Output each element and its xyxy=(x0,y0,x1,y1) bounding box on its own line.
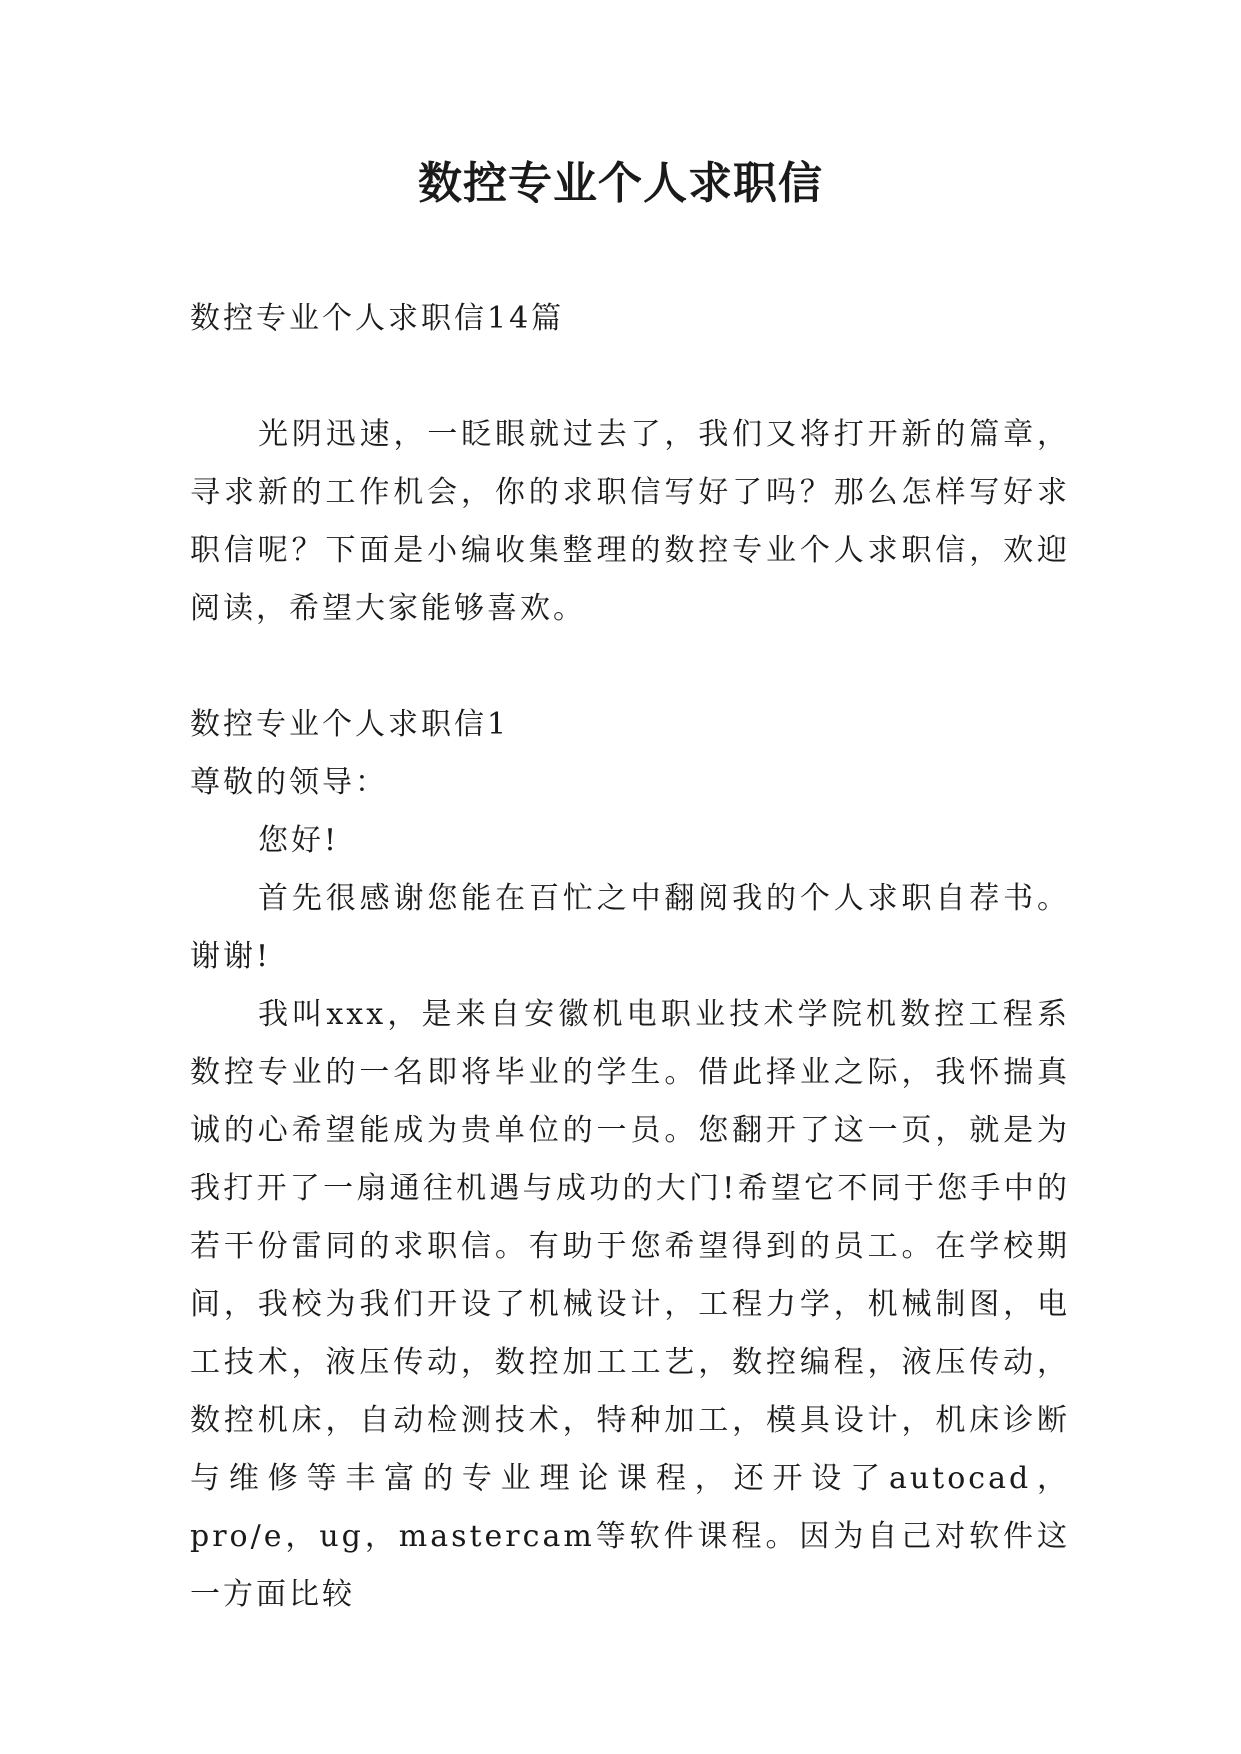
body-paragraph-2: 我叫xxx，是来自安徽机电职业技术学院机数控工程系数控专业的一名即将毕业的学生。借此择业之际，我怀揣真诚的心希望能成为贵单位的一员。您翻开了这一页，就是为我打开了一扇通往机遇与成功的大门!希望它不同于您手中的若干份雷同的求职信。有助于您希望得到的员工。在学校期间，我校为我们开设了机械设计，工程力学，机械制图，电工技术，液压传动，数控加工工艺，数控编程，液压传动，数控机床，自动检测技术，特种加工，模具设计，机床诊断与维修等丰富的专业理论课程，还开设了autocad，pro/e，ug，mastercam等软件课程。因为自己对软件这一方面比较 xyxy=(190,997,1070,1612)
body-paragraph-1: 首先很感谢您能在百忙之中翻阅我的个人求职自荐书。谢谢! xyxy=(190,881,1070,974)
document-subtitle: 数控专业个人求职信14篇 xyxy=(190,301,565,336)
document-title: 数控专业个人求职信 xyxy=(418,158,823,209)
salutation: 尊敬的领导： xyxy=(190,765,388,800)
document-body xyxy=(190,290,1070,1624)
section-heading: 数控专业个人求职信1 xyxy=(190,707,510,742)
greeting: 您好! xyxy=(258,823,340,858)
intro-paragraph: 光阴迅速，一眨眼就过去了，我们又将打开新的篇章，寻求新的工作机会，你的求职信写好了吗？那么怎样写好求职信呢？下面是小编收集整理的数控专业个人求职信，欢迎阅读，希望大家能够喜欢。 xyxy=(190,417,1070,626)
